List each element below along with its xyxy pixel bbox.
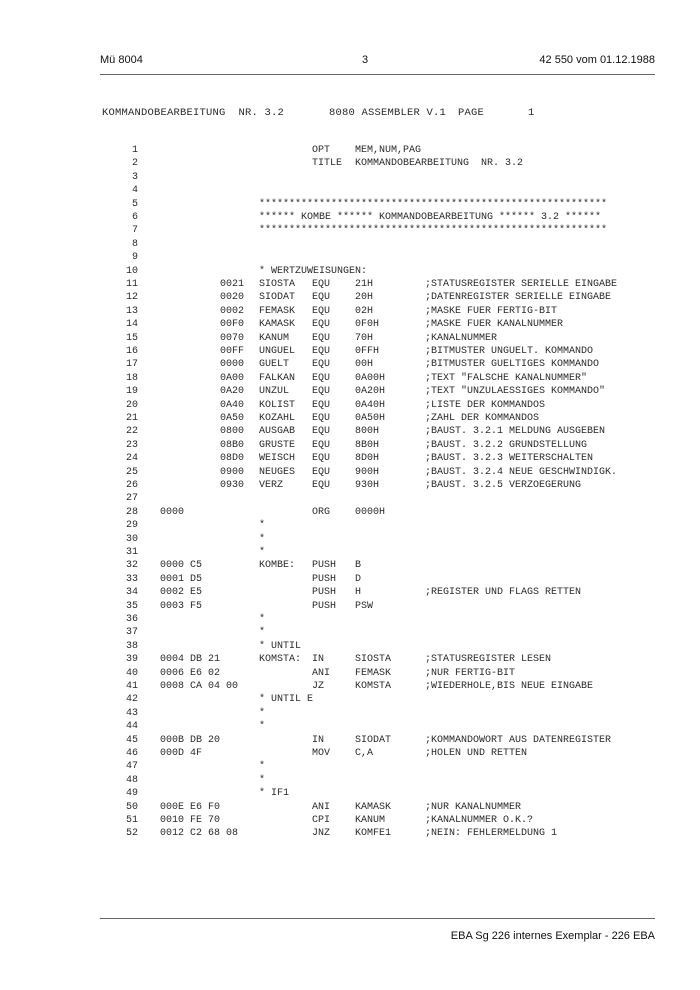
operand-field: C,A <box>355 748 374 759</box>
opcode-field: JZ <box>312 681 325 692</box>
listing-line <box>0 333 700 345</box>
label-field: KOZAHL <box>259 413 296 424</box>
line-number: 26 <box>125 480 138 491</box>
operand-field: SIOSTA <box>355 654 392 666</box>
comment-field: ;NUR FERTIG-BIT <box>425 667 516 679</box>
line-number: 29 <box>125 520 138 532</box>
object-code: 0A40 <box>160 399 245 411</box>
object-code: 000E E6 F0 <box>160 801 221 813</box>
listing-line <box>0 386 700 398</box>
line-number: 4 <box>131 185 138 197</box>
label-field: SIOSTA <box>259 279 296 290</box>
comment-field: ;KANALNUMMER O.K.? <box>425 815 534 826</box>
object-code: 0930 <box>160 480 245 491</box>
operand-field: 8B0H <box>355 439 380 451</box>
operand-field: 8D0H <box>355 453 380 465</box>
label-field: UNZUL <box>259 386 290 398</box>
label-field: KOMBE: <box>259 560 296 572</box>
operand-field: 0FFH <box>355 346 380 357</box>
opcode-field: EQU <box>312 332 331 344</box>
comment-field: ;TEXT "UNZULAESSIGES KOMMANDO" <box>425 386 606 398</box>
listing-line <box>0 828 700 840</box>
comment-field: ;STATUSREGISTER SERIELLE EINGABE <box>425 279 618 290</box>
comment-field: ;BAUST. 3.2.4 NEUE GESCHWINDIGK. <box>425 466 618 478</box>
label-field: * <box>259 547 266 558</box>
line-number: 17 <box>125 359 138 371</box>
line-number: 40 <box>125 667 138 679</box>
operand-field: KOMFE1 <box>355 828 392 840</box>
object-code: 0004 DB 21 <box>160 654 221 666</box>
line-number: 32 <box>125 560 138 572</box>
comment-field: ;MASKE FUER KANALNUMMER <box>425 319 564 331</box>
line-number: 46 <box>125 748 138 759</box>
listing-line <box>0 292 700 304</box>
header-doc-id: Mü 8004 <box>100 54 143 66</box>
line-number: 28 <box>125 506 138 518</box>
listing-line <box>0 761 700 773</box>
opcode-field: EQU <box>312 359 331 371</box>
label-field: WEISCH <box>259 453 296 465</box>
line-number: 50 <box>125 801 138 813</box>
line-number: 45 <box>125 734 138 746</box>
comment-field: ;LISTE DER KOMMANDOS <box>425 399 546 411</box>
listing-line <box>0 239 700 251</box>
opcode-field: EQU <box>312 439 331 451</box>
line-number: 1 <box>131 145 138 156</box>
object-code: 0002 <box>160 305 245 317</box>
comment-field: ;BITMUSTER UNGUELT. KOMMANDO <box>425 346 594 357</box>
line-number: 7 <box>131 225 138 237</box>
comment-field: ;ZAHL DER KOMMANDOS <box>425 413 540 424</box>
line-number: 20 <box>125 399 138 411</box>
operand-field: 0A00H <box>355 372 386 384</box>
label-field: FEMASK <box>259 305 296 317</box>
operand-field: 0A20H <box>355 386 386 398</box>
opcode-field: EQU <box>312 399 331 411</box>
line-number: 41 <box>125 681 138 692</box>
label-field: * <box>259 774 266 786</box>
line-number: 10 <box>125 265 138 277</box>
opcode-field: IN <box>312 734 325 746</box>
label-field: * <box>259 627 266 639</box>
line-number: 24 <box>125 453 138 465</box>
listing-line <box>0 225 700 237</box>
operand-field: 800H <box>355 426 380 438</box>
label-field: GRUSTE <box>259 439 296 451</box>
operand-field: 0A50H <box>355 413 386 424</box>
listing-title: KOMMANDOBEARBEITUNG NR. 3.2 <box>102 107 285 119</box>
opcode-field: EQU <box>312 466 331 478</box>
opcode-field: JNZ <box>312 828 331 840</box>
opcode-field: PUSH <box>312 600 337 612</box>
listing-line <box>0 319 700 331</box>
opcode-field: PUSH <box>312 573 337 585</box>
label-field: * UNTIL <box>259 640 302 652</box>
object-code: 0010 FE 70 <box>160 815 221 826</box>
operand-field: D <box>355 573 362 585</box>
opcode-field: EQU <box>312 346 331 357</box>
operand-field: SIODAT <box>355 734 392 746</box>
object-code: 000D 4F <box>160 748 203 759</box>
label-field: GUELT <box>259 359 290 371</box>
label-field: KOMSTA: <box>259 654 302 666</box>
object-code: 0012 C2 68 08 <box>160 828 239 840</box>
listing-line <box>0 614 700 626</box>
operand-field: KANUM <box>355 815 386 826</box>
opcode-field: ANI <box>312 667 331 679</box>
listing-line <box>0 359 700 371</box>
object-code: 0008 CA 04 00 <box>160 681 239 692</box>
comment-field: ;BAUST. 3.2.5 VERZOEGERUNG <box>425 480 582 491</box>
label-field: * IF1 <box>259 788 290 800</box>
object-code: 0A50 <box>160 413 245 424</box>
listing-line <box>0 453 700 465</box>
opcode-field: IN <box>312 654 325 666</box>
listing-line <box>0 587 700 599</box>
line-number: 14 <box>125 319 138 331</box>
label-field: * <box>259 533 266 545</box>
listing-line <box>0 815 700 827</box>
listing-line <box>0 547 700 559</box>
operand-field: MEM,NUM,PAG <box>355 145 422 156</box>
line-number: 6 <box>131 212 138 223</box>
line-number: 51 <box>125 815 138 826</box>
opcode-field: EQU <box>312 453 331 465</box>
comment-field: ;TEXT "FALSCHE KANALNUMMER" <box>425 372 588 384</box>
label-field: KAMASK <box>259 319 296 331</box>
object-code: 0000 <box>160 359 245 371</box>
listing-line <box>0 520 700 532</box>
listing-line <box>0 467 700 479</box>
listing-line <box>0 440 700 452</box>
label-field: * <box>259 721 266 733</box>
object-code: 0020 <box>160 292 245 304</box>
operand-field: 0A40H <box>355 399 386 411</box>
opcode-field: EQU <box>312 386 331 398</box>
opcode-field: CPI <box>312 815 331 826</box>
listing-line <box>0 601 700 613</box>
line-number: 47 <box>125 761 138 773</box>
object-code: 0003 F5 <box>160 600 203 612</box>
listing-line <box>0 145 700 157</box>
label-field: ********************************************************** <box>259 225 608 237</box>
header-doc-date: 42 550 vom 01.12.1988 <box>539 54 655 66</box>
line-number: 31 <box>125 547 138 558</box>
comment-field: ;HOLEN UND RETTEN <box>425 748 528 759</box>
comment-field: ;MASKE FUER FERTIG-BIT <box>425 305 558 317</box>
label-field: * <box>259 761 266 773</box>
comment-field: ;BITMUSTER GUELTIGES KOMMANDO <box>425 359 600 371</box>
listing-line <box>0 266 700 278</box>
line-number: 44 <box>125 721 138 733</box>
operand-field: KOMSTA <box>355 681 392 692</box>
object-code: 0006 E6 02 <box>160 667 221 679</box>
operand-field: 00H <box>355 359 374 371</box>
listing-line <box>0 306 700 318</box>
listing-line <box>0 199 700 211</box>
object-code: 00FF <box>160 346 245 357</box>
object-code: 0900 <box>160 466 245 478</box>
operand-field: 930H <box>355 480 380 491</box>
listing-line <box>0 346 700 358</box>
line-number: 25 <box>125 466 138 478</box>
line-number: 11 <box>125 279 138 290</box>
line-number: 30 <box>125 533 138 545</box>
comment-field: ;REGISTER UND FLAGS RETTEN <box>425 587 582 599</box>
operand-field: KAMASK <box>355 801 392 813</box>
listing-line <box>0 185 700 197</box>
header-page-number: 3 <box>362 54 369 66</box>
comment-field: ;STATUSREGISTER LESEN <box>425 654 552 666</box>
line-number: 52 <box>125 828 138 840</box>
operand-field: H <box>355 587 362 599</box>
operand-field: 70H <box>355 332 374 344</box>
opcode-field: EQU <box>312 305 331 317</box>
object-code: 0021 <box>160 279 245 290</box>
label-field: AUSGAB <box>259 426 296 438</box>
listing-line <box>0 775 700 787</box>
line-number: 33 <box>125 573 138 585</box>
operand-field: 0F0H <box>355 319 380 331</box>
label-field: NEUGES <box>259 466 296 478</box>
comment-field: ;KOMMANDOWORT AUS DATENREGISTER <box>425 734 612 746</box>
object-code: 0070 <box>160 332 245 344</box>
line-number: 2 <box>131 158 138 170</box>
label-field: KANUM <box>259 332 290 344</box>
label-field: * WERTZUWEISUNGEN: <box>259 265 368 277</box>
label-field: VERZ <box>259 480 284 491</box>
line-number: 21 <box>125 413 138 424</box>
listing-line <box>0 560 700 572</box>
object-code: 0800 <box>160 426 245 438</box>
comment-field: ;WIEDERHOLE,BIS NEUE EINGABE <box>425 681 594 692</box>
object-code: 0002 E5 <box>160 587 203 599</box>
listing-line <box>0 279 700 291</box>
listing-line <box>0 748 700 760</box>
opcode-field: EQU <box>312 292 331 304</box>
listing-line <box>0 721 700 733</box>
listing-line <box>0 480 700 492</box>
line-number: 18 <box>125 372 138 384</box>
line-number: 8 <box>131 238 138 250</box>
opcode-field: TITLE <box>312 158 343 170</box>
operand-field: PSW <box>355 600 374 612</box>
label-field: SIODAT <box>259 292 296 304</box>
opcode-field: ORG <box>312 506 331 518</box>
opcode-field: ANI <box>312 801 331 813</box>
comment-field: ;KANALNUMMER <box>425 332 498 344</box>
listing-line <box>0 681 700 693</box>
opcode-field: EQU <box>312 480 331 491</box>
line-number: 9 <box>131 252 138 264</box>
listing-line <box>0 641 700 653</box>
operand-field: 02H <box>355 305 374 317</box>
listing-assembler: 8080 ASSEMBLER V.1 <box>329 107 447 119</box>
listing-line <box>0 534 700 546</box>
comment-field: ;BAUST. 3.2.1 MELDUNG AUSGEBEN <box>425 426 606 438</box>
listing-page-label: PAGE <box>458 107 485 119</box>
label-field: KOLIST <box>259 399 296 411</box>
object-code: 0000 <box>160 506 185 518</box>
opcode-field: EQU <box>312 319 331 331</box>
listing-line <box>0 802 700 814</box>
line-number: 42 <box>125 694 138 706</box>
line-number: 3 <box>131 171 138 183</box>
object-code: 0000 C5 <box>160 560 203 572</box>
line-number: 15 <box>125 332 138 344</box>
opcode-field: EQU <box>312 279 331 290</box>
comment-field: ;NEIN: FEHLERMELDUNG 1 <box>425 828 558 840</box>
comment-field: ;BAUST. 3.2.3 WEITERSCHALTEN <box>425 453 594 465</box>
listing-line <box>0 694 700 706</box>
listing-line <box>0 654 700 666</box>
line-number: 37 <box>125 627 138 639</box>
operand-field: FEMASK <box>355 667 392 679</box>
listing-line <box>0 158 700 170</box>
object-code: 00F0 <box>160 319 245 331</box>
opcode-field: MOV <box>312 748 331 759</box>
line-number: 48 <box>125 774 138 786</box>
listing-line <box>0 627 700 639</box>
listing-line <box>0 413 700 425</box>
operand-field: KOMMANDOBEARBEITUNG NR. 3.2 <box>355 158 524 170</box>
operand-field: 21H <box>355 279 374 290</box>
line-number: 19 <box>125 386 138 398</box>
object-code: 0001 D5 <box>160 573 203 585</box>
opcode-field: PUSH <box>312 587 337 599</box>
listing-line <box>0 574 700 586</box>
footer-rule <box>100 918 655 919</box>
label-field: * UNTIL E <box>259 694 314 706</box>
label-field: FALKAN <box>259 372 296 384</box>
line-number: 34 <box>125 587 138 599</box>
listing-line <box>0 735 700 747</box>
line-number: 35 <box>125 600 138 612</box>
label-field: * <box>259 707 266 719</box>
line-number: 43 <box>125 707 138 719</box>
listing-line <box>0 708 700 720</box>
listing-page-number: 1 <box>528 107 535 119</box>
operand-field: 900H <box>355 466 380 478</box>
comment-field: ;BAUST. 3.2.2 GRUNDSTELLUNG <box>425 439 588 451</box>
opcode-field: OPT <box>312 145 331 156</box>
object-code: 0A00 <box>160 372 245 384</box>
label-field: * <box>259 520 266 532</box>
listing-line <box>0 493 700 505</box>
listing-line <box>0 426 700 438</box>
listing-line <box>0 373 700 385</box>
line-number: 36 <box>125 614 138 625</box>
label-field: UNGUEL <box>259 346 296 357</box>
operand-field: 0000H <box>355 506 386 518</box>
line-number: 13 <box>125 305 138 317</box>
line-number: 27 <box>125 493 138 505</box>
line-number: 22 <box>125 426 138 438</box>
listing-line <box>0 172 700 184</box>
line-number: 38 <box>125 640 138 652</box>
listing-line <box>0 507 700 519</box>
opcode-field: EQU <box>312 426 331 438</box>
label-field: ********************************************************** <box>259 198 608 210</box>
line-number: 39 <box>125 654 138 666</box>
listing-line <box>0 668 700 680</box>
label-field: ****** KOMBE ****** KOMMANDOBEARBEITUNG ****** 3.2 ****** <box>259 212 602 223</box>
footer-text: EBA Sg 226 internes Exemplar - 226 EBA <box>450 930 655 942</box>
object-code: 08D0 <box>160 453 245 465</box>
line-number: 12 <box>125 292 138 304</box>
operand-field: B <box>355 560 362 572</box>
listing-line <box>0 212 700 224</box>
line-number: 16 <box>125 346 138 357</box>
opcode-field: EQU <box>312 372 331 384</box>
opcode-field: PUSH <box>312 560 337 572</box>
listing-line <box>0 252 700 264</box>
listing-line <box>0 788 700 800</box>
comment-field: ;NUR KANALNUMMER <box>425 801 522 813</box>
line-number: 5 <box>131 198 138 210</box>
opcode-field: EQU <box>312 413 331 424</box>
label-field: * <box>259 614 266 625</box>
line-number: 49 <box>125 788 138 800</box>
operand-field: 20H <box>355 292 374 304</box>
line-number: 23 <box>125 439 138 451</box>
comment-field: ;DATENREGISTER SERIELLE EINGABE <box>425 292 612 304</box>
object-code: 0A20 <box>160 386 245 398</box>
object-code: 08B0 <box>160 439 245 451</box>
listing-line <box>0 400 700 412</box>
object-code: 000B DB 20 <box>160 734 221 746</box>
